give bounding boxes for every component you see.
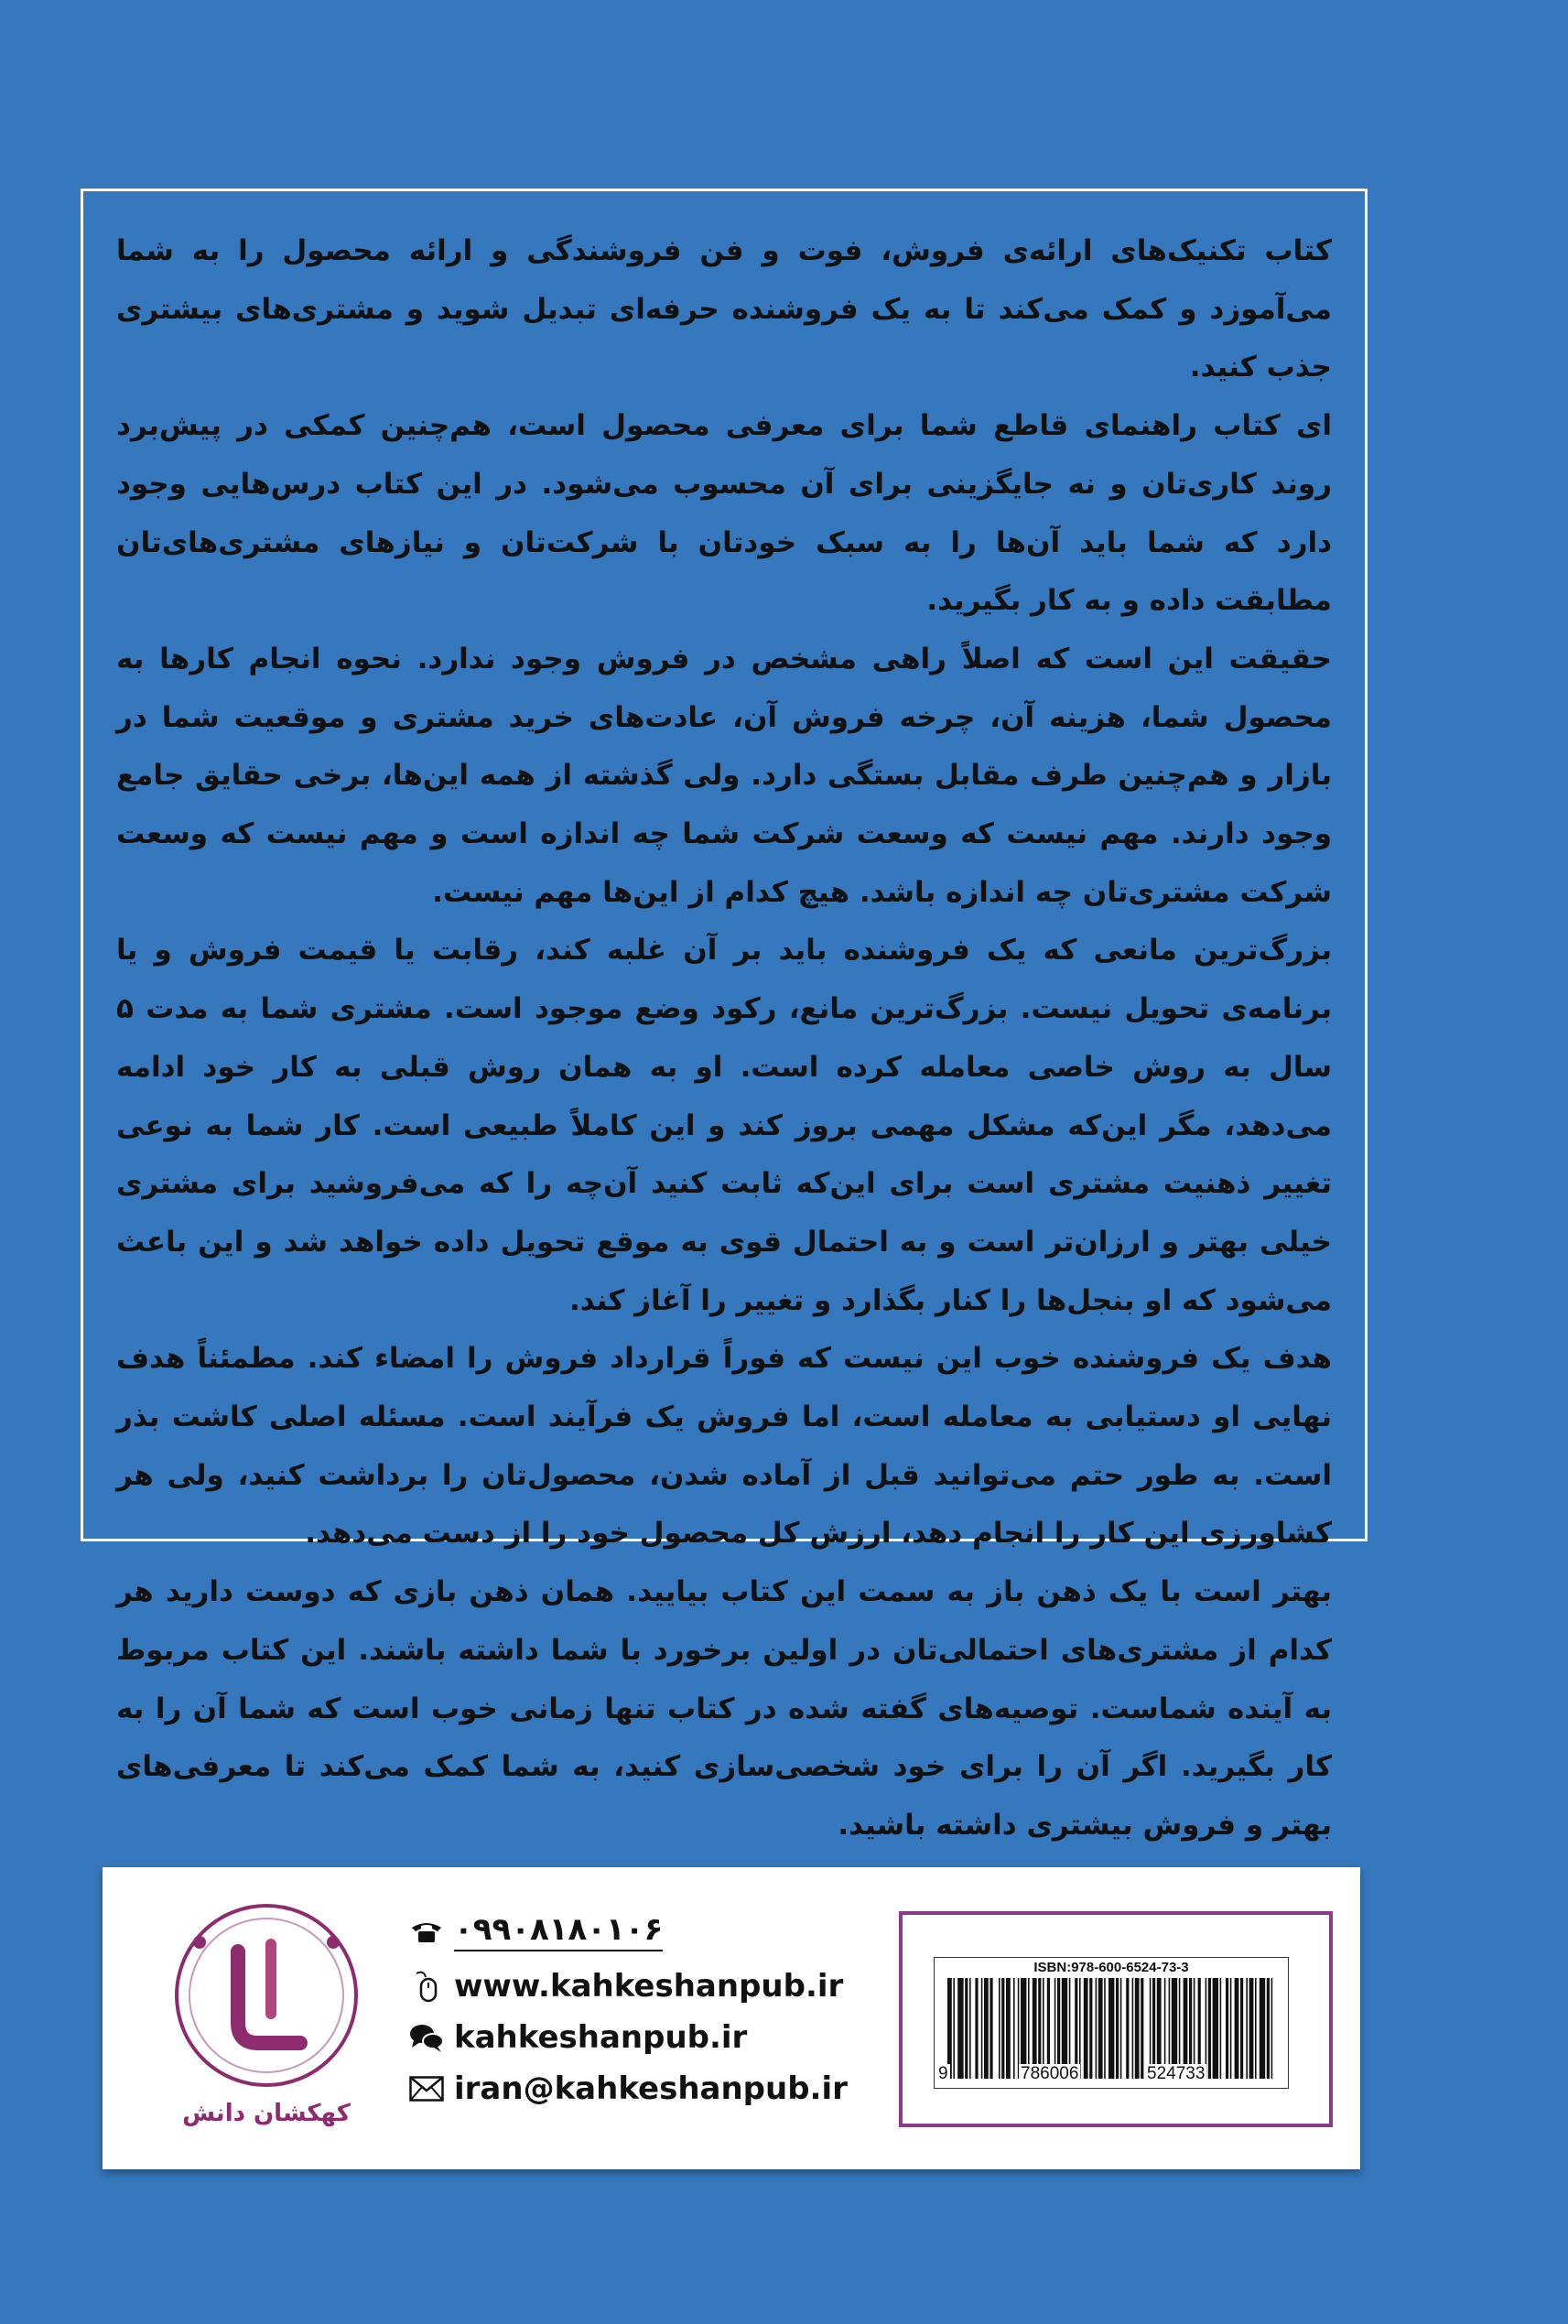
publisher-footer bbox=[103, 1867, 1360, 2169]
isbn-barcode bbox=[934, 1957, 1289, 2089]
barcode-digits-right: 524733 bbox=[1147, 2064, 1206, 2083]
website-link: www.kahkeshanpub.ir bbox=[454, 1968, 844, 2005]
email-address: iran@kahkeshanpub.ir bbox=[454, 2070, 848, 2107]
barcode-bars bbox=[947, 1978, 1277, 2079]
description-paragraph-6: بهتر است با یک ذهن باز به سمت این کتاب بیایید. همان ذهن بازی که دوست دارید هر کدام از مشتری‌های احتمالی‌تان در اولین برخورد با شما داشته باشند. این کتاب مربوط به آینده شماست. توصیه‌های گفته شده در کتاب تنها زمانی خوب است که شما آن را به کار بگیرید. اگر آن را برای خود شخصی‌سازی کنید، به شما کمک می‌کند تا معرفی‌های بهتر و فروش بیشتری داشته باشید. bbox=[116, 1575, 1332, 1842]
description-paragraph-1: کتاب تکنیک‌های ارائه‌ی فروش، فوت و فن فروشندگی و ارائه محصول را به شما می‌آموزد و کمک می‌کند تا به یک فروشنده حرفه‌ای تبدیل شوید و مشتری‌های بیشتری جذب کنید. bbox=[116, 234, 1332, 384]
description-paragraph-3: حقیقت این است که اصلاً راهی مشخص در فروش وجود ندارد. نحوه انجام کارها به محصول شما، هزینه آن، چرخه فروش آن، عادت‌های خرید مشتری و موقعیت شما در بازار و هم‌چنین طرف مقابل بستگی دارد. ولی گذشته از همه این‌ها، برخی حقایق جامع وجود دارند. مهم نیست که وسعت شرکت شما چه اندازه است و مهم نیست که وسعت شرکت مشتری‌تان چه اندازه باشد. هیچ کدام از این‌ها مهم نیست. bbox=[116, 642, 1332, 909]
barcode-digits-mid: 786006 bbox=[1021, 2064, 1079, 2083]
description-box bbox=[81, 189, 1368, 1842]
barcode-frame bbox=[899, 1911, 1333, 2127]
phone-contact[interactable] bbox=[406, 1911, 663, 1951]
publisher-logo bbox=[163, 1897, 370, 2144]
chat-bubbles-icon bbox=[406, 2022, 447, 2053]
social-handle: kahkeshanpub.ir bbox=[454, 2019, 748, 2056]
phone-number: ۰۹۹۰۸۱۸۰۱۰۶ bbox=[454, 1911, 663, 1951]
publisher-logo-icon bbox=[163, 1897, 370, 2107]
social-contact[interactable] bbox=[406, 2019, 747, 2056]
description-paragraph-2: ای کتاب راهنمای قاطع شما برای معرفی محصول است، هم‌چنین کمکی در پیش‌برد روند کاری‌تان و نه جایگزینی برای آن محسوب می‌شود. در این کتاب درس‌هایی وجود دارد که شما باید آن‌ها را به سبک خودتان با شرکت‌تان و نیازهای مشتری‌های‌تان مطابقت داده و به کار بگیرید. bbox=[116, 409, 1332, 618]
description-paragraph-4: بزرگ‌ترین مانعی که یک فروشنده باید بر آن غلبه کند، رقابت یا قیمت فروش و یا برنامه‌ی تحویل نیست. بزرگ‌ترین مانع، رکود وضع موجود است. مشتری شما به مدت ۵ سال به روش خاصی معامله کرده است. او به همان روش قبلی به کار خود ادامه می‌دهد، مگر این‌که مشکل مهمی بروز کند و این کاملاً طبیعی است. کار شما به نوعی تغییر ذهنیت مشتری است برای این‌که ثابت کنید آن‌چه را که می‌فروشید برای مشتری خیلی بهتر و ارزان‌تر است و به احتمال قوی به موقع تحویل داده خواهد شد و این باعث می‌شود که او بنجل‌ها را کنار بگذارد و تغییر را آغاز کند. bbox=[116, 934, 1332, 1317]
isbn-label: ISBN:978-600-6524-73-3 bbox=[1033, 1960, 1189, 1975]
phone-icon bbox=[406, 1919, 447, 1944]
envelope-icon bbox=[406, 2076, 447, 2102]
email-contact[interactable] bbox=[406, 2070, 848, 2107]
description-paragraph-5: هدف یک فروشنده خوب این نیست که فوراً قرارداد فروش را امضاء کند. مطمئناً هدف نهایی او دستیابی به معامله است، اما فروش یک فرآیند است. مسئله اصلی کاشت بذر است. به طور حتم می‌توانید قبل از آماده شدن، محصول‌تان را برداشت کنید، ولی هر کشاورزی این کار را انجام دهد، ارزش کل محصول خود را از دست می‌دهد. bbox=[116, 1342, 1332, 1551]
website-contact[interactable] bbox=[406, 1968, 843, 2005]
barcode-digit-left: 9 bbox=[938, 2064, 948, 2083]
mouse-icon bbox=[406, 1970, 447, 2003]
publisher-logo-text: کهکشان دانش bbox=[182, 2100, 351, 2127]
